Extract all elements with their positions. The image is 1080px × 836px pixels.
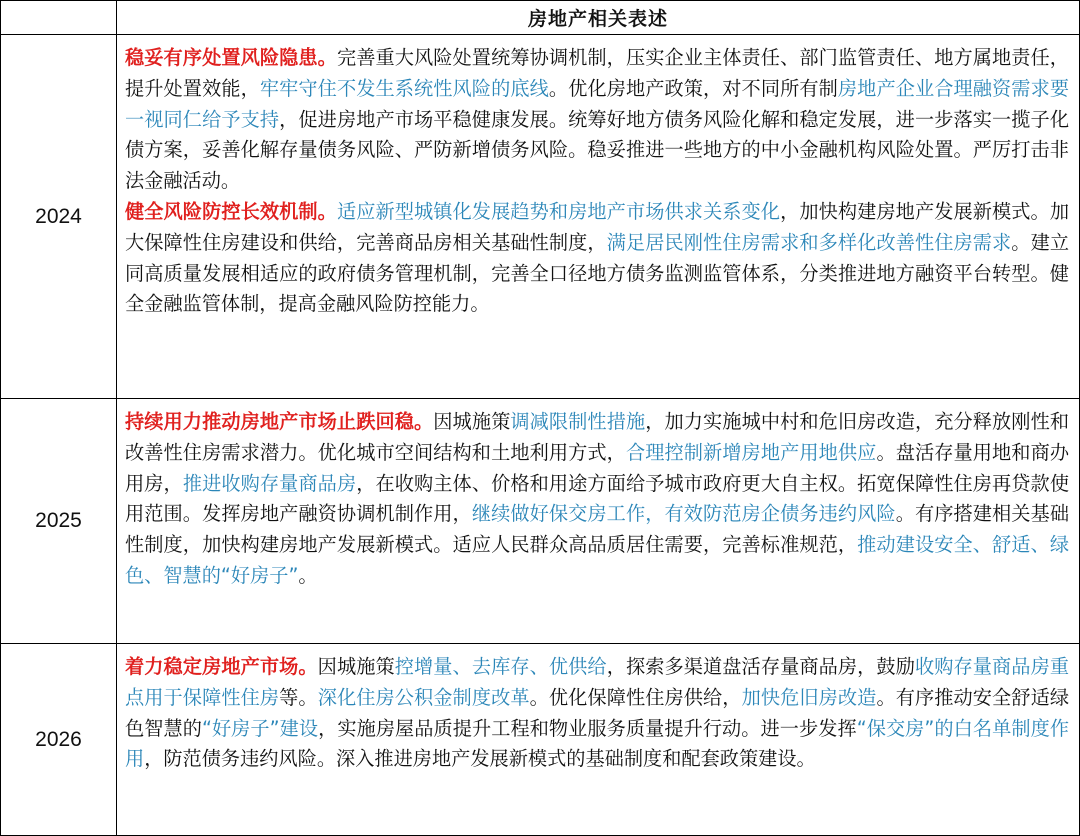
policy-paragraph bbox=[125, 43, 1069, 197]
highlighted-phrase: 深化住房公积金制度改革 bbox=[317, 685, 530, 709]
policy-heading: 着力稳定房地产市场。 bbox=[125, 655, 318, 678]
highlighted-phrase: 加快危旧房改造 bbox=[741, 685, 877, 709]
policy-paragraph bbox=[125, 197, 1069, 320]
body-text: ，实施房屋品质提升工程和物业服务质量提升行动。进一步发挥 bbox=[318, 716, 857, 740]
body-text: 。有序搭建相关基础性制度，加快构建房地产发展新模式。适应人民群众高品质居住需要，完善标准规范， bbox=[125, 502, 1070, 557]
table-row-2025 bbox=[1, 399, 1080, 644]
policy-paragraph bbox=[125, 407, 1069, 592]
body-text: ，加力实施城中村和危旧房改造，充分释放刚性和改善性住房需求潜力。优化城市空间结构和土地利用方式， bbox=[125, 410, 1070, 464]
highlighted-phrase: “保交房”的白名单制度作用 bbox=[125, 716, 1070, 771]
highlighted-phrase: 牢牢守住不发生系统性风险的底线 bbox=[259, 76, 549, 100]
highlighted-phrase: 推动建设安全、舒适、绿色、智慧的“好房子” bbox=[125, 533, 1070, 587]
policy-heading: 稳妥有序处置风险隐患。 bbox=[125, 46, 337, 69]
body-text: 。建立同高质量发展相适应的政府债务管理机制，完善全口径地方债务监测监管体系，分类推进地方融资平台转型。健全金融监管体制，提高金融风险防控能力。 bbox=[125, 230, 1070, 316]
year-cell: 2024 bbox=[1, 35, 117, 399]
highlighted-phrase: 收购存量商品房重点用于保障性住房 bbox=[125, 655, 1070, 709]
highlighted-phrase: 合理控制新增房地产用地供应 bbox=[625, 440, 877, 464]
body-text: ，防范债务违约风险。深入推进房地产发展新模式的基础制度和配套政策建设。 bbox=[144, 747, 816, 771]
body-text: 等。 bbox=[279, 685, 318, 709]
description-column-header: 房地产相关表述 bbox=[117, 1, 1080, 35]
table-row-2026 bbox=[1, 644, 1080, 836]
highlighted-phrase: 继续做好保交房工作，有效防范房企债务违约风险 bbox=[471, 502, 896, 526]
year-cell: 2026 bbox=[1, 644, 117, 836]
year-cell: 2025 bbox=[1, 399, 117, 644]
body-text: ，加快构建房地产发展新模式。加大保障性住房建设和供给，完善商品房相关基础性制度， bbox=[125, 199, 1070, 254]
highlighted-phrase: 控增量、去库存、优供给 bbox=[394, 655, 607, 678]
body-text: ，促进房地产市场平稳健康发展。统筹好地方债务风险化解和稳定发展，进一步落实一揽子化债方案，妥善化解存量债务风险、严防新增债务风险。稳妥推进一些地方的中小金融机构风险处置。严厉打击非法金融活动。 bbox=[125, 107, 1070, 193]
body-text: 。盘活存量用地和商办用房， bbox=[125, 440, 1070, 495]
body-text: 。优化房地产政策，对不同所有制 bbox=[548, 76, 838, 100]
table-header-row bbox=[1, 1, 1080, 35]
highlighted-phrase: 调减限制性措施 bbox=[510, 410, 646, 433]
description-cell bbox=[117, 399, 1080, 644]
body-text: 完善重大风险处置统筹协调机制，压实企业主体责任、部门监管责任、地方属地责任，提升处置效能， bbox=[125, 46, 1069, 100]
highlighted-phrase: 推进收购存量商品房 bbox=[182, 471, 357, 495]
body-text: ，探索多渠道盘活存量商品房，鼓励 bbox=[606, 655, 915, 678]
body-text: 。优化保障性住房供给， bbox=[529, 685, 742, 709]
highlighted-phrase: 满足居民刚性住房需求和多样化改善性住房需求 bbox=[606, 230, 1012, 254]
description-cell bbox=[117, 644, 1080, 836]
policy-heading: 健全风险防控长效机制。 bbox=[125, 199, 337, 223]
body-text: 。有序推动安全舒适绿色智慧的 bbox=[125, 685, 1070, 740]
body-text: 。 bbox=[298, 563, 318, 587]
year-column-header bbox=[1, 1, 117, 35]
policy-heading: 持续用力推动房地产市场止跌回稳。 bbox=[125, 410, 434, 433]
description-cell bbox=[117, 35, 1080, 399]
body-text: 因城施策 bbox=[433, 410, 511, 433]
highlighted-phrase: 房地产企业合理融资需求要一视同仁给予支持 bbox=[125, 76, 1070, 131]
table-row-2024 bbox=[1, 35, 1080, 399]
highlighted-phrase: “好房子”建设 bbox=[201, 716, 319, 740]
body-text: 因城施策 bbox=[317, 655, 395, 678]
policy-paragraph bbox=[125, 652, 1069, 775]
body-text: ，在收购主体、价格和用途方面给予城市政府更大自主权。拓宽保障性住房再贷款使用范围。发挥房地产融资协调机制作用， bbox=[125, 471, 1070, 526]
highlighted-phrase: 适应新型城镇化发展趋势和房地产市场供求关系变化 bbox=[336, 199, 781, 223]
